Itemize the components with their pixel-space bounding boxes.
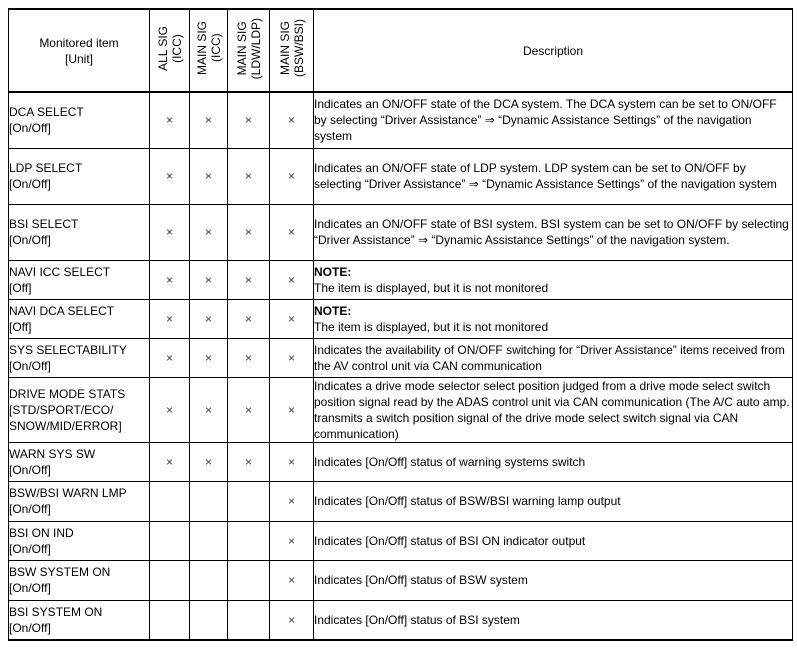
signal-mark-m2 bbox=[190, 521, 228, 560]
description-text: Indicates [On/Off] status of warning systems switch bbox=[314, 454, 586, 469]
monitored-item-cell bbox=[9, 260, 150, 299]
header-sig4-line2: (BSW/BSI) bbox=[291, 19, 306, 78]
description-cell bbox=[314, 377, 793, 442]
description-text: Indicates [On/Off] status of BSW system bbox=[314, 573, 528, 587]
signal-mark-m1: × bbox=[150, 204, 190, 260]
signal-mark-m4: × bbox=[270, 299, 314, 338]
note-title: NOTE: bbox=[314, 264, 352, 279]
item-name: LDP SELECT bbox=[9, 161, 83, 175]
header-sig3-line2: (LDW/LDP) bbox=[248, 17, 263, 80]
signal-mark-m1 bbox=[150, 560, 190, 600]
item-unit: [On/Off] bbox=[9, 233, 51, 247]
description-text: The item is displayed, but it is not monitored bbox=[314, 280, 549, 295]
item-name: BSI ON IND bbox=[9, 525, 74, 540]
item-unit: [Off] bbox=[9, 280, 32, 295]
item-name: BSW SYSTEM ON bbox=[9, 565, 111, 579]
description-text: The item is displayed, but it is not monitored bbox=[314, 319, 549, 334]
signal-mark-m2 bbox=[190, 600, 228, 640]
monitored-item-cell bbox=[9, 377, 150, 442]
signal-mark-m4: × bbox=[270, 442, 314, 481]
table-row bbox=[9, 521, 793, 560]
item-name: DRIVE MODE STATS bbox=[9, 386, 126, 401]
item-name: SYS SELECTABILITY bbox=[9, 342, 127, 357]
signal-mark-m3: × bbox=[228, 377, 270, 442]
description-cell bbox=[314, 299, 793, 338]
signal-mark-m2: × bbox=[190, 338, 228, 377]
signal-mark-m2: × bbox=[190, 148, 228, 204]
header-main-sig-ldw-ldp bbox=[228, 9, 270, 92]
signal-mark-m4: × bbox=[270, 377, 314, 442]
item-unit: [On/Off] bbox=[9, 620, 51, 635]
table-row bbox=[9, 299, 793, 338]
description-cell bbox=[314, 442, 793, 481]
signal-mark-m4: × bbox=[270, 204, 314, 260]
item-unit: [Off] bbox=[9, 319, 32, 334]
table-row bbox=[9, 560, 793, 600]
table-row bbox=[9, 377, 793, 442]
monitored-item-cell bbox=[9, 299, 150, 338]
signal-mark-m3: × bbox=[228, 204, 270, 260]
signal-mark-m2 bbox=[190, 560, 228, 600]
description-cell bbox=[314, 92, 793, 148]
monitored-items-table bbox=[8, 8, 793, 641]
description-cell bbox=[314, 260, 793, 299]
monitored-item-cell bbox=[9, 521, 150, 560]
signal-mark-m1 bbox=[150, 521, 190, 560]
table-row bbox=[9, 204, 793, 260]
table-row bbox=[9, 600, 793, 640]
signal-mark-m4: × bbox=[270, 92, 314, 148]
table-row bbox=[9, 481, 793, 521]
header-sig1-line1: ALL SIG bbox=[155, 26, 170, 71]
signal-mark-m4: × bbox=[270, 338, 314, 377]
table-header-row bbox=[9, 9, 793, 92]
table-row bbox=[9, 338, 793, 377]
description-text: Indicates [On/Off] status of BSI ON indicator output bbox=[314, 533, 586, 548]
signal-mark-m1: × bbox=[150, 338, 190, 377]
signal-mark-m1: × bbox=[150, 148, 190, 204]
item-unit: [On/Off] bbox=[9, 121, 51, 136]
signal-mark-m4: × bbox=[270, 148, 314, 204]
signal-mark-m1: × bbox=[150, 260, 190, 299]
header-main-sig-icc bbox=[190, 9, 228, 92]
signal-mark-m3: × bbox=[228, 92, 270, 148]
table-row bbox=[9, 92, 793, 148]
signal-mark-m1: × bbox=[150, 299, 190, 338]
item-unit: [On/Off] bbox=[9, 358, 51, 373]
header-sig1-line2: (ICC) bbox=[169, 34, 184, 63]
signal-mark-m1 bbox=[150, 600, 190, 640]
signal-mark-m2: × bbox=[190, 442, 228, 481]
monitored-item-cell bbox=[9, 338, 150, 377]
header-unit-label: [Unit] bbox=[64, 51, 93, 66]
header-sig2-line2: (ICC) bbox=[208, 34, 223, 63]
description-cell bbox=[314, 338, 793, 377]
signal-mark-m2: × bbox=[190, 260, 228, 299]
header-monitored-item bbox=[9, 9, 150, 92]
monitored-item-cell bbox=[9, 600, 150, 640]
item-name: NAVI DCA SELECT bbox=[9, 303, 115, 318]
description-text: Indicates the availability of ON/OFF switching for “Driver Assistance” items received from the AV control unit via CAN communication bbox=[314, 342, 785, 373]
signal-mark-m3 bbox=[228, 600, 270, 640]
header-main-sig-bsw-bsi bbox=[270, 9, 314, 92]
signal-mark-m2: × bbox=[190, 204, 228, 260]
description-cell bbox=[314, 521, 793, 560]
signal-mark-m2: × bbox=[190, 92, 228, 148]
signal-mark-m1: × bbox=[150, 377, 190, 442]
monitored-item-cell bbox=[9, 560, 150, 600]
signal-mark-m3: × bbox=[228, 442, 270, 481]
header-description: Description bbox=[314, 9, 793, 92]
description-text: Indicates an ON/OFF state of BSI system. BSI system can be set to ON/OFF by selecting “Driver Assistance” ⇒ “Dynamic Assistance Settings” of the navigation system. bbox=[314, 217, 789, 247]
signal-mark-m4: × bbox=[270, 481, 314, 521]
header-sig2-line1: MAIN SIG bbox=[194, 21, 209, 76]
signal-mark-m4: × bbox=[270, 600, 314, 640]
monitored-item-cell bbox=[9, 442, 150, 481]
description-text: Indicates a drive mode selector select position judged from a drive mode select switch position signal read by the ADAS control unit via CAN communication (The A/C auto amp. transmits a switch position signal of the drive mode select switch signal via CAN communication) bbox=[314, 378, 790, 441]
item-unit: [STD/SPORT/ECO/ SNOW/MID/ERROR] bbox=[9, 402, 122, 433]
monitored-item-cell bbox=[9, 204, 150, 260]
item-name: BSW/BSI WARN LMP bbox=[9, 486, 127, 500]
signal-mark-m3: × bbox=[228, 299, 270, 338]
signal-mark-m3 bbox=[228, 560, 270, 600]
header-sig3-line1: MAIN SIG bbox=[234, 21, 249, 76]
signal-mark-m2: × bbox=[190, 299, 228, 338]
monitored-item-cell bbox=[9, 481, 150, 521]
item-name: DCA SELECT bbox=[9, 105, 84, 120]
description-cell bbox=[314, 204, 793, 260]
signal-mark-m3: × bbox=[228, 260, 270, 299]
note-title: NOTE: bbox=[314, 303, 352, 318]
description-text: Indicates an ON/OFF state of the DCA system. The DCA system can be set to ON/OFF by selecting “Driver Assistance” ⇒ “Dynamic Assistance Settings” of the navigation system bbox=[314, 97, 777, 144]
item-unit: [On/Off] bbox=[9, 502, 51, 516]
signal-mark-m4: × bbox=[270, 260, 314, 299]
signal-mark-m3: × bbox=[228, 148, 270, 204]
signal-mark-m1 bbox=[150, 481, 190, 521]
signal-mark-m2 bbox=[190, 481, 228, 521]
item-unit: [On/Off] bbox=[9, 581, 51, 595]
item-name: BSI SYSTEM ON bbox=[9, 604, 103, 619]
description-text: Indicates an ON/OFF state of LDP system. LDP system can be set to ON/OFF by selecting “Driver Assistance” ⇒ “Dynamic Assistance Settings” of the navigation system bbox=[314, 161, 777, 191]
description-cell bbox=[314, 560, 793, 600]
signal-mark-m3 bbox=[228, 521, 270, 560]
description-cell bbox=[314, 148, 793, 204]
signal-mark-m3: × bbox=[228, 338, 270, 377]
header-all-sig-icc bbox=[150, 9, 190, 92]
description-text: Indicates [On/Off] status of BSI system bbox=[314, 612, 520, 627]
description-cell bbox=[314, 481, 793, 521]
item-unit: [On/Off] bbox=[9, 541, 51, 556]
item-name: WARN SYS SW bbox=[9, 446, 96, 461]
description-cell bbox=[314, 600, 793, 640]
signal-mark-m1: × bbox=[150, 442, 190, 481]
item-name: NAVI ICC SELECT bbox=[9, 264, 111, 279]
signal-mark-m2: × bbox=[190, 377, 228, 442]
signal-mark-m4: × bbox=[270, 521, 314, 560]
signal-mark-m1: × bbox=[150, 92, 190, 148]
table-row bbox=[9, 260, 793, 299]
signal-mark-m3 bbox=[228, 481, 270, 521]
header-item-label: Monitored item bbox=[39, 35, 119, 50]
header-sig4-line1: MAIN SIG bbox=[277, 21, 292, 76]
table-row bbox=[9, 442, 793, 481]
item-unit: [On/Off] bbox=[9, 462, 51, 477]
item-unit: [On/Off] bbox=[9, 177, 51, 191]
table-row bbox=[9, 148, 793, 204]
monitored-item-cell bbox=[9, 148, 150, 204]
signal-mark-m4: × bbox=[270, 560, 314, 600]
description-text: Indicates [On/Off] status of BSW/BSI warning lamp output bbox=[314, 494, 621, 508]
item-name: BSI SELECT bbox=[9, 217, 79, 231]
monitored-item-cell bbox=[9, 92, 150, 148]
